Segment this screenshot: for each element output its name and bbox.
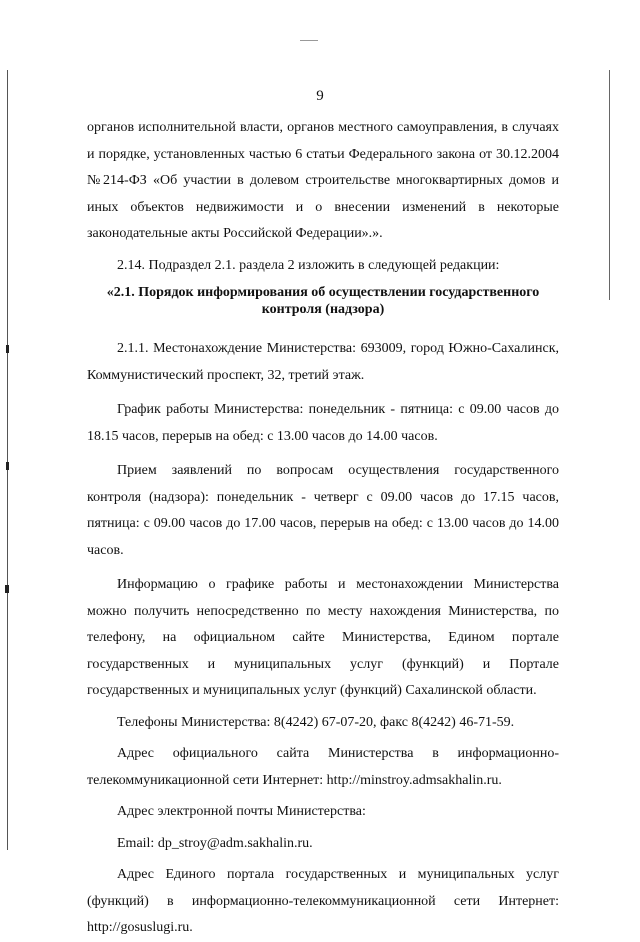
- paragraph-info-sources: Информацию о графике работы и местонахождении Министерства можно получить непосредственно по месту нахождения Министерства, по телефону, на официальном сайте Министерства, Едином портале государственных и муниципальных услуг (функций) и Портале государственных и муниципальных услуг (функций) Сахалинской области.: [87, 577, 559, 698]
- paragraph-portal: Адрес Единого портала государственных и муниципальных услуг (функций) в информационно-телекоммуникационной сети Интернет: http://gosuslugi.ru.: [87, 867, 559, 935]
- paragraph-email-label: Адрес электронной почты Министерства:: [117, 804, 366, 819]
- scan-dot-left-3: [5, 585, 9, 593]
- document-body: [87, 115, 559, 942]
- paragraph-schedule: График работы Министерства: понедельник - пятница: с 09.00 часов до 18.15 часов, перерыв на обед: с 13.00 часов до 14.00 часов.: [87, 402, 559, 444]
- paragraph-reception: Прием заявлений по вопросам осуществления государственного контроля (надзора): понедельник - четверг с 09.00 часов до 17.15 часов, пятница: с 09.00 часов до 17.00 часов, перерыв на обед: с 13.00 часов до 14.00 часов.: [87, 463, 559, 558]
- page-number: 9: [316, 88, 324, 104]
- paragraph-continuation: органов исполнительной власти, органов местного самоуправления, в случаях и порядке, установленных частью 6 статьи Федерального закона от 30.12.2004 №214-ФЗ «Об участии в долевом строительстве многоквартирных домов и иных объектов недвижимости и о внесении изменений в некоторые законодательные акты Российской Федерации».».: [87, 120, 559, 241]
- section-heading: «2.1. Порядок информирования об осуществлении государственного контроля (надзора): [106, 285, 540, 317]
- scan-dot-left-1: [6, 345, 9, 353]
- scan-dot-left-2: [6, 462, 9, 470]
- paragraph-phones: Телефоны Министерства: 8(4242) 67-07-20, факс 8(4242) 46-71-59.: [117, 714, 515, 730]
- paragraph-location: 2.1.1. Местонахождение Министерства: 693009, город Южно-Сахалинск, Коммунистический проспект, 32, третий этаж.: [87, 341, 559, 383]
- paragraph-amendment: 2.14. Подраздел 2.1. раздела 2 изложить в следующей редакции:: [117, 257, 500, 273]
- paragraph-website: Адрес официального сайта Министерства в информационно-телекоммуникационной сети Интернет: http://minstroy.admsakhalin.ru.: [87, 746, 559, 788]
- scan-edge-line-left: [7, 70, 8, 850]
- paragraph-email: Email: dp_stroy@adm.sakhalin.ru.: [117, 835, 313, 851]
- scan-dot-top: [300, 40, 318, 41]
